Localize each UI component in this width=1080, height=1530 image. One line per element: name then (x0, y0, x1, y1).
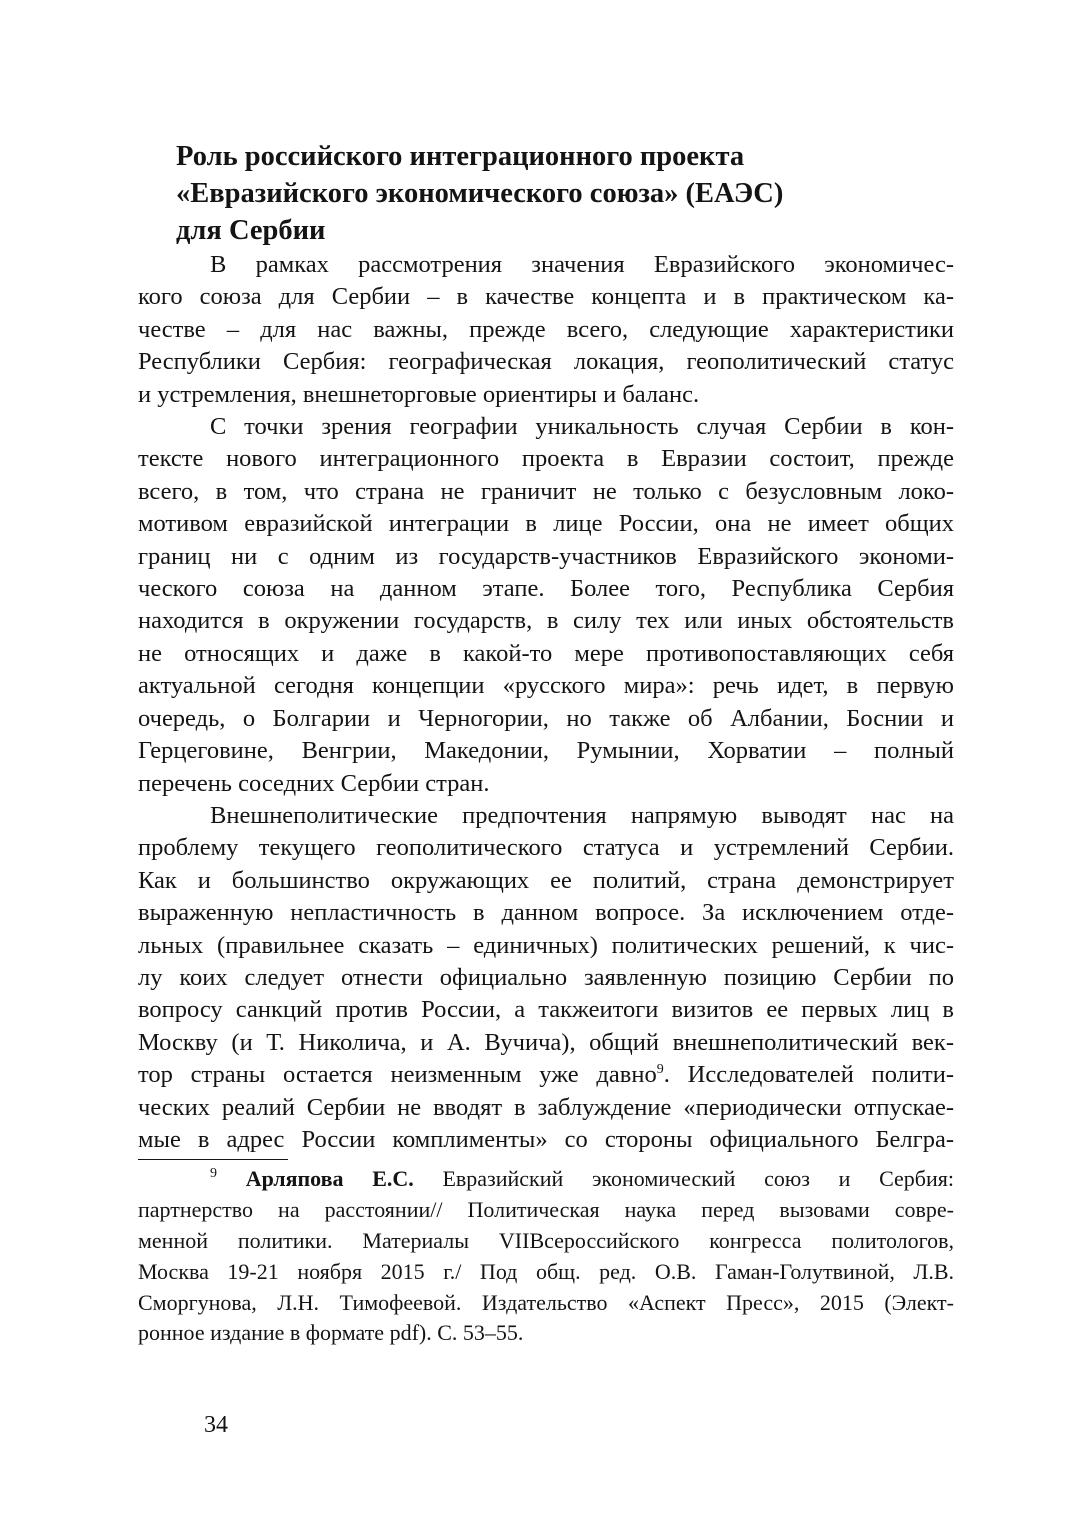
text-line-with-note (138, 1059, 954, 1091)
paragraph-2 (138, 411, 954, 800)
text-line: тексте нового интеграционного проекта в Евразии состоит, прежде (138, 445, 954, 473)
title-line-3: для Сербии (176, 215, 326, 246)
text-line: мотивом евразийской интеграции в лице России, она не имеет общих (138, 510, 954, 538)
footnote-line: партнерство на расстоянии// Политическая наука перед вызовами совре- (138, 1197, 954, 1223)
text-line: проблему текущего геополитического статуса и устремлений Сербии. (138, 834, 954, 862)
text-line: льных (правильнее сказать – единичных) политических решений, к чис- (138, 931, 954, 959)
footnote-reference[interactable]: 9 (656, 1062, 664, 1078)
text-line: всего, в том, что страна не граничит не только с безусловным локо- (138, 477, 954, 505)
chapter-title (176, 138, 954, 249)
text-line: ческих реалий Сербии не вводят в заблуждение «периодически отпускае- (138, 1093, 954, 1121)
footnote-mark: 9 (210, 1166, 217, 1182)
paragraph-3 (138, 800, 954, 1156)
text-line: лу коих следует отнести официально заявленную позицию Сербии по (138, 963, 954, 991)
paragraph-1 (138, 249, 954, 411)
text-after-note: . Исследователей полити- (663, 1061, 954, 1089)
text-line: актуальной сегодня концепции «русского мира»: речь идет, в первую (138, 672, 954, 700)
text-line: Республики Сербия: географическая локация, геополитический статус (138, 348, 954, 376)
text-line: С точки зрения географии уникальность случая Сербии в кон- (210, 413, 954, 441)
text-line: мые в адрес России комплименты» со стороны официального Белгра- (138, 1125, 954, 1153)
text-before-note: тор страны остается неизменным уже давно (138, 1061, 657, 1089)
text-line: и устремления, внешнеторговые ориентиры и баланс. (138, 380, 700, 408)
text-line: перечень соседних Сербии стран. (138, 769, 490, 797)
body-text (138, 249, 954, 1156)
footnote-line: ронное издание в формате pdf). С. 53–55. (138, 1320, 524, 1346)
page-content (138, 138, 954, 1349)
text-line: Москву (и Т. Николича, и А. Вучича), общий внешнеполитический век- (138, 1028, 954, 1056)
footnote-text (138, 1164, 954, 1349)
text-line: выраженную непластичность в данном вопросе. За исключением отде- (138, 899, 954, 927)
text-line: В рамках рассмотрения значения Евразийского экономичес- (210, 251, 954, 278)
footnote-line: менной политики. Материалы VIIВсероссийского конгресса политологов, (138, 1227, 954, 1253)
footnote-line-rest: Евразийский экономический союз и Сербия: (413, 1166, 955, 1192)
text-line: находится в окружении государств, в силу тех или иных обстоятельств (138, 607, 954, 635)
text-line: Герцеговине, Венгрии, Македонии, Румынии, Хорватии – полный (138, 737, 954, 765)
text-line: границ ни с одним из государств-участников Евразийского экономи- (138, 542, 954, 570)
text-line: честве – для нас важны, прежде всего, следующие характеристики (138, 315, 954, 343)
footnote-divider (138, 1159, 288, 1160)
text-line: не относящих и даже в какой-то мере противопоставляющих себя (138, 639, 954, 667)
text-line: Как и большинство окружающих ее политий, страна демонстрирует (138, 866, 954, 894)
text-line: ческого союза на данном этапе. Более того, Республика Сербия (138, 575, 954, 603)
text-line: Внешнеполитические предпочтения напрямую выводят нас на (210, 801, 954, 829)
title-line-2: «Евразийского экономического союза» (ЕАЭС) (176, 178, 784, 209)
footnote-line: Сморгунова, Л.Н. Тимофеевой. Издательство «Аспект Пресс», 2015 (Элект- (138, 1289, 954, 1315)
footnote (138, 1164, 954, 1349)
footnote-line: Москва 19-21 ноября 2015 г./ Под общ. ред. О.В. Гаман-Голутвиной, Л.В. (138, 1258, 954, 1284)
text-line: кого союза для Сербии – в качестве концепта и в практическом ка- (138, 283, 954, 311)
footnote-author: Арляпова Е.С. (245, 1166, 414, 1192)
footnote-line (138, 1164, 954, 1195)
text-line: вопросу санкций против России, а такжеитоги визитов ее первых лиц в (138, 996, 954, 1024)
page-number: 34 (204, 1412, 228, 1438)
title-line-1: Роль российского интеграционного проекта (176, 141, 745, 172)
text-line: очередь, о Болгарии и Черногории, но также об Албании, Боснии и (138, 704, 954, 732)
